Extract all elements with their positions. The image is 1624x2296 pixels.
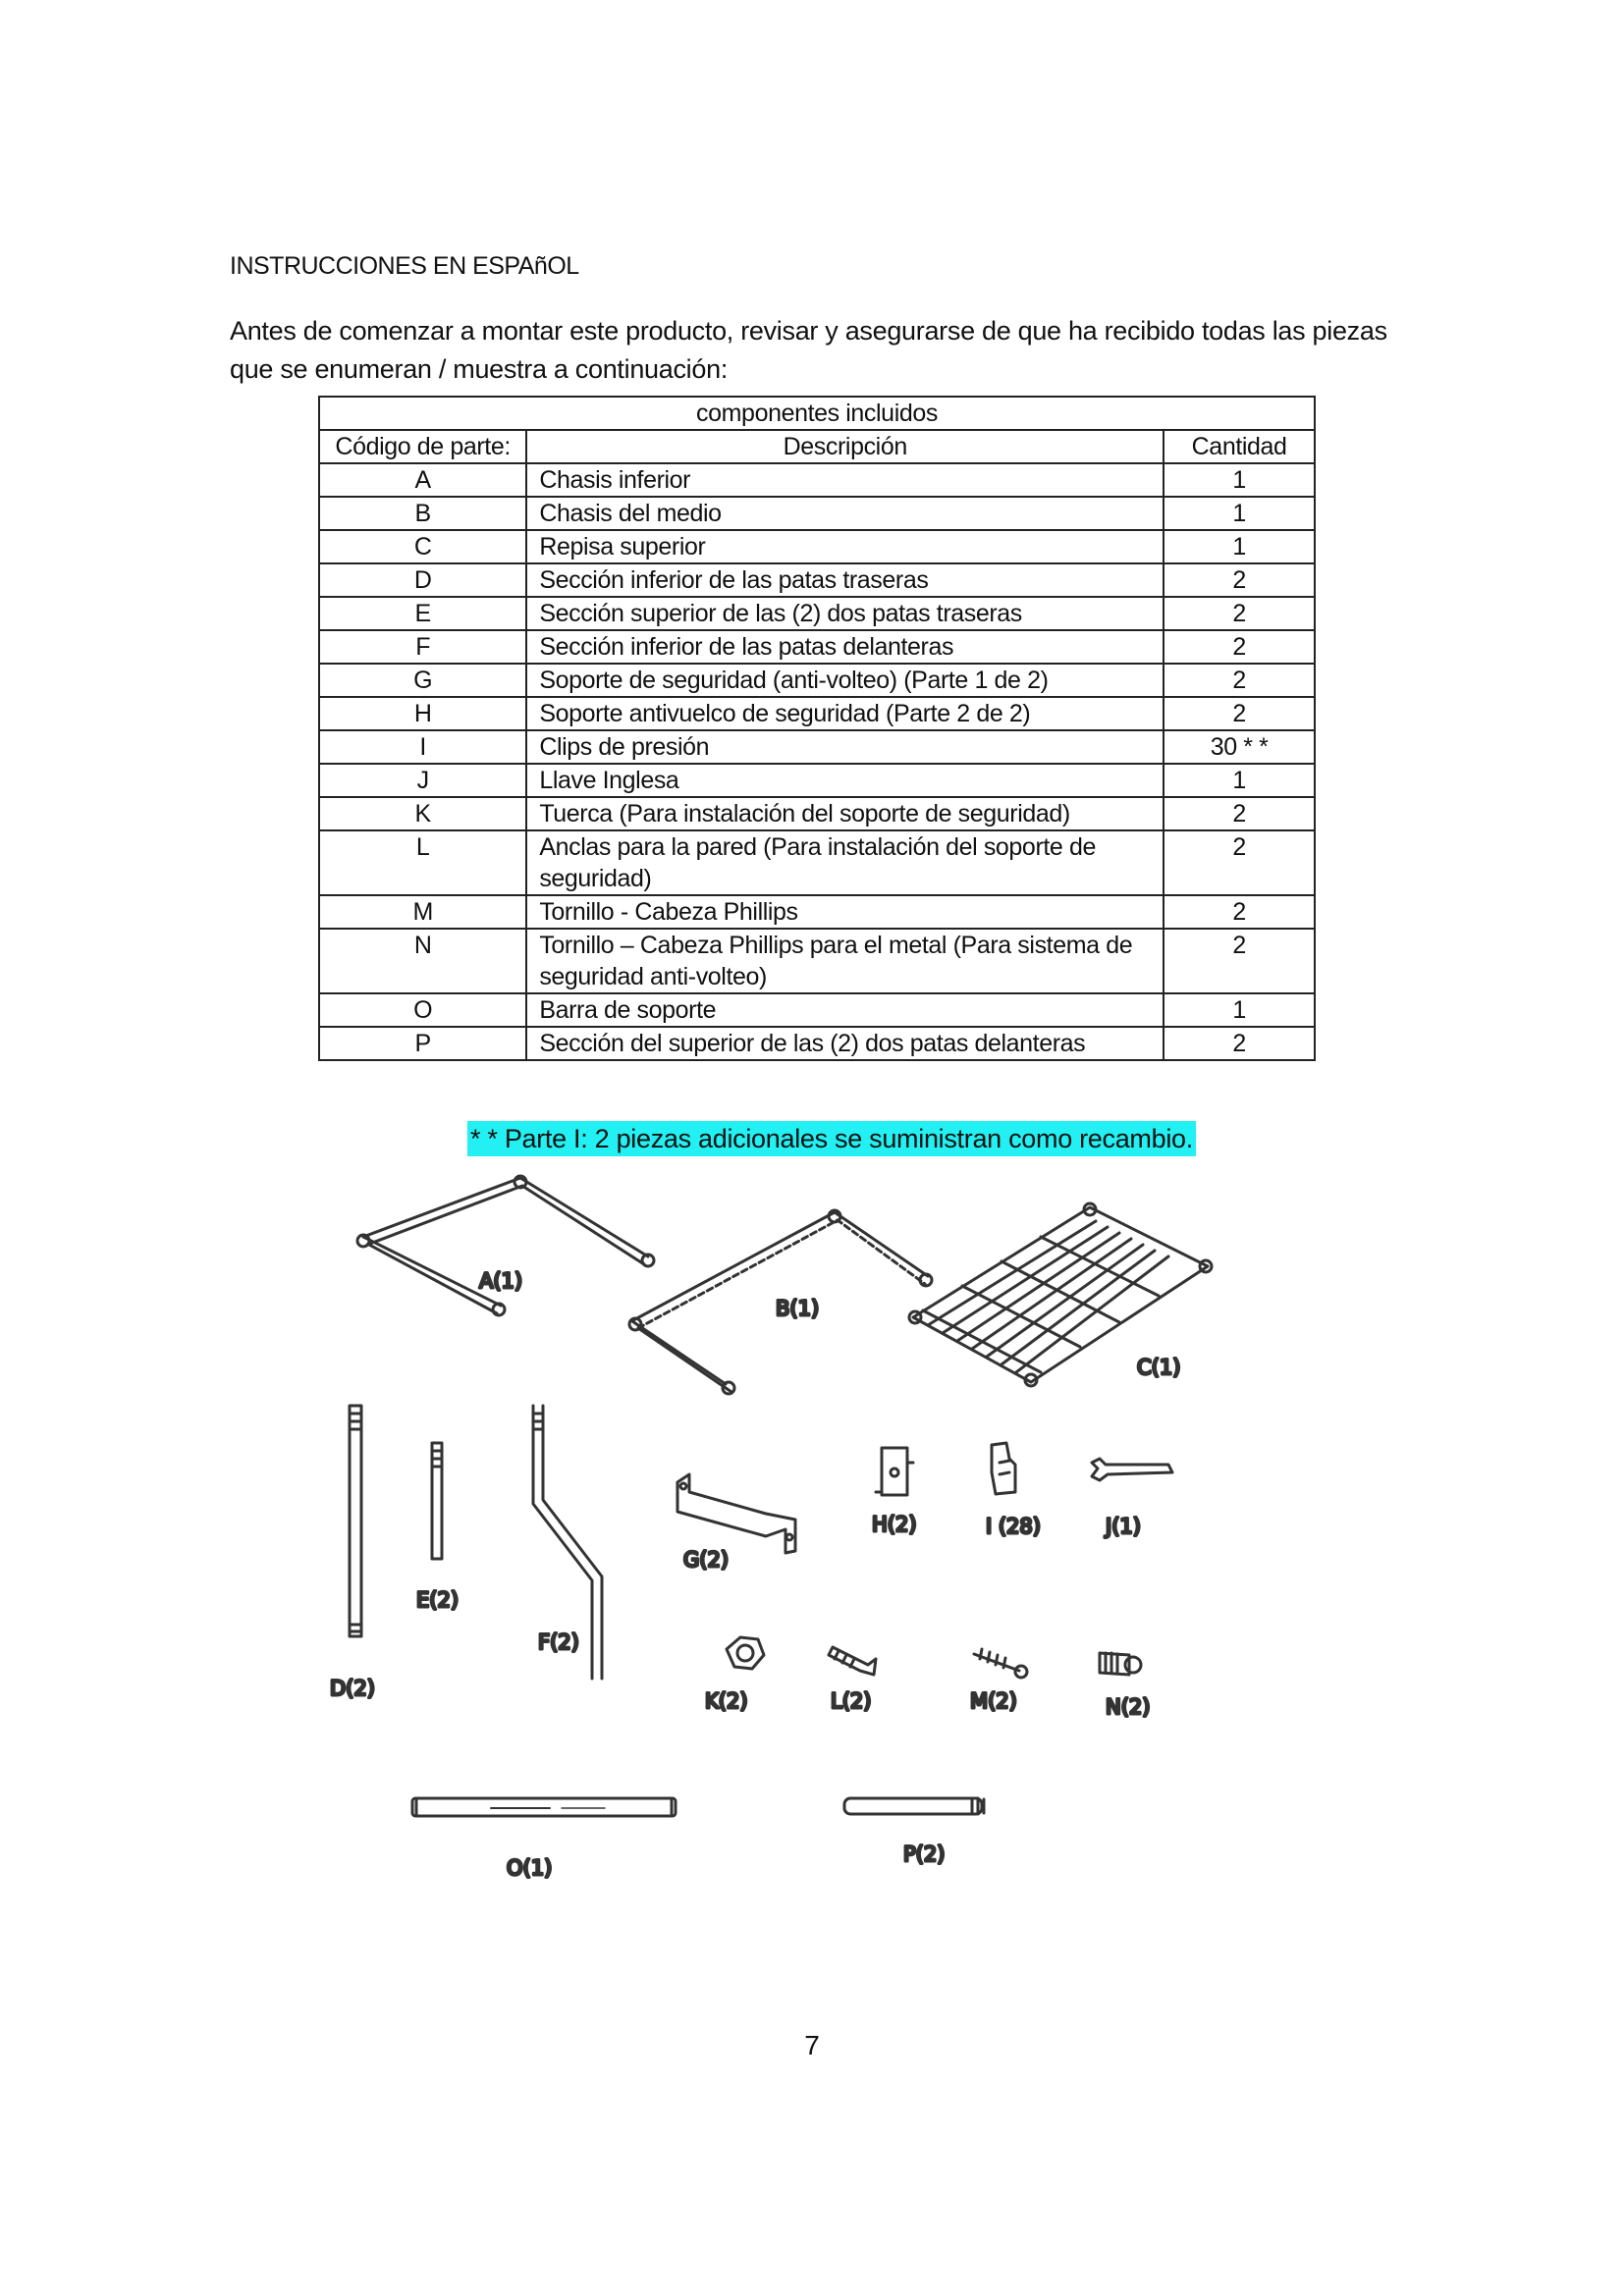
part-description: Llave Inglesa (526, 764, 1164, 797)
table-row (319, 563, 1315, 597)
table-caption: componentes incluidos (319, 397, 1315, 430)
part-code: N (319, 929, 526, 993)
part-code: D (319, 563, 526, 597)
table-row (319, 463, 1315, 497)
part-description: Soporte de seguridad (anti-volteo) (Parte 1 de 2) (526, 664, 1164, 697)
parts-table (318, 396, 1316, 1061)
part-quantity: 1 (1164, 463, 1315, 497)
table-row (319, 1027, 1315, 1060)
part-quantity: 1 (1164, 497, 1315, 530)
label-f: F(2) (538, 1630, 579, 1654)
part-g-bracket-drawing (677, 1474, 795, 1553)
part-quantity: 2 (1164, 597, 1315, 630)
part-code: I (319, 730, 526, 764)
table-row (319, 830, 1315, 895)
table-row (319, 697, 1315, 730)
part-quantity: 1 (1164, 764, 1315, 797)
table-row (319, 895, 1315, 929)
table-row (319, 730, 1315, 764)
part-quantity: 2 (1164, 1027, 1315, 1060)
intro-paragraph: Antes de comenzar a montar este producto, revisar y asegurarse de que ha recibido todas las piezas que se enumeran / muestra a continuación: (230, 316, 1387, 384)
part-description: Sección inferior de las patas delanteras (526, 630, 1164, 664)
part-quantity: 2 (1164, 664, 1315, 697)
part-description: Barra de soporte (526, 993, 1164, 1027)
table-row (319, 530, 1315, 563)
part-quantity: 2 (1164, 830, 1315, 895)
part-description: Chasis del medio (526, 497, 1164, 530)
part-description: Tornillo - Cabeza Phillips (526, 895, 1164, 929)
table-row (319, 630, 1315, 664)
table-row (319, 497, 1315, 530)
parts-illustration (314, 1168, 1296, 1914)
table-row (319, 929, 1315, 993)
label-n: N(2) (1106, 1695, 1151, 1719)
table-row (319, 597, 1315, 630)
part-code: O (319, 993, 526, 1027)
part-quantity: 2 (1164, 563, 1315, 597)
label-m: M(2) (970, 1689, 1017, 1713)
table-row (319, 664, 1315, 697)
part-description: Clips de presión (526, 730, 1164, 764)
label-g: G(2) (683, 1548, 730, 1572)
part-code: F (319, 630, 526, 664)
part-quantity: 1 (1164, 530, 1315, 563)
part-quantity: 2 (1164, 630, 1315, 664)
part-description: Soporte antivuelco de seguridad (Parte 2 de 2) (526, 697, 1164, 730)
part-l-anchor-drawing (829, 1647, 876, 1675)
part-p-leg-drawing (844, 1798, 984, 1814)
label-c: C(1) (1137, 1356, 1181, 1379)
part-j-wrench-drawing (1092, 1459, 1172, 1480)
label-b: B(1) (776, 1297, 820, 1320)
part-code: E (319, 597, 526, 630)
part-description: Sección inferior de las patas traseras (526, 563, 1164, 597)
part-description: Chasis inferior (526, 463, 1164, 497)
label-a: A(1) (479, 1269, 523, 1293)
label-p: P(2) (903, 1842, 946, 1866)
label-j: J(1) (1106, 1515, 1141, 1538)
part-code: B (319, 497, 526, 530)
part-i-clip-drawing (992, 1443, 1015, 1494)
part-code: L (319, 830, 526, 895)
table-row (319, 764, 1315, 797)
part-description: Anclas para la pared (Para instalación del soporte de seguridad) (526, 830, 1164, 895)
section-heading: INSTRUCCIONES EN ESPAñOL (230, 252, 579, 280)
part-m-screw-drawing (974, 1649, 1027, 1678)
label-e: E(2) (416, 1588, 460, 1612)
label-l: L(2) (831, 1689, 872, 1713)
part-quantity: 2 (1164, 697, 1315, 730)
part-n-screw-drawing (1100, 1653, 1141, 1675)
label-i: I (28) (986, 1515, 1041, 1538)
label-k: K(2) (705, 1689, 748, 1713)
part-quantity: 1 (1164, 993, 1315, 1027)
label-h: H(2) (872, 1513, 917, 1536)
part-k-nut-drawing (727, 1637, 764, 1669)
part-code: A (319, 463, 526, 497)
column-header-description: Descripción (526, 430, 1164, 463)
part-e-leg-drawing (432, 1443, 442, 1559)
label-d: D(2) (330, 1677, 375, 1700)
part-description: Sección del superior de las (2) dos patas delanteras (526, 1027, 1164, 1060)
part-quantity: 2 (1164, 929, 1315, 993)
part-d-leg-drawing (350, 1406, 361, 1636)
page-number: 7 (804, 2030, 820, 2060)
table-row (319, 993, 1315, 1027)
part-description: Tuerca (Para instalación del soporte de seguridad) (526, 797, 1164, 830)
part-quantity: 30 * * (1164, 730, 1315, 764)
part-code: M (319, 895, 526, 929)
part-description: Tornillo – Cabeza Phillips para el metal (Para sistema de seguridad anti-volteo) (526, 929, 1164, 993)
part-code: K (319, 797, 526, 830)
part-quantity: 2 (1164, 895, 1315, 929)
part-a-frame-drawing (357, 1176, 654, 1315)
part-h-bracket-drawing (876, 1448, 913, 1495)
label-o: O(1) (507, 1856, 553, 1880)
part-description: Sección superior de las (2) dos patas traseras (526, 597, 1164, 630)
table-row (319, 797, 1315, 830)
spare-parts-note: * * Parte I: 2 piezas adicionales se suministran como recambio. (467, 1121, 1196, 1156)
part-code: G (319, 664, 526, 697)
part-quantity: 2 (1164, 797, 1315, 830)
column-header-quantity: Cantidad (1164, 430, 1315, 463)
part-description: Repisa superior (526, 530, 1164, 563)
part-code: H (319, 697, 526, 730)
column-header-code: Código de parte: (319, 430, 526, 463)
part-o-bar-drawing (412, 1798, 676, 1816)
part-code: J (319, 764, 526, 797)
part-code: C (319, 530, 526, 563)
part-code: P (319, 1027, 526, 1060)
